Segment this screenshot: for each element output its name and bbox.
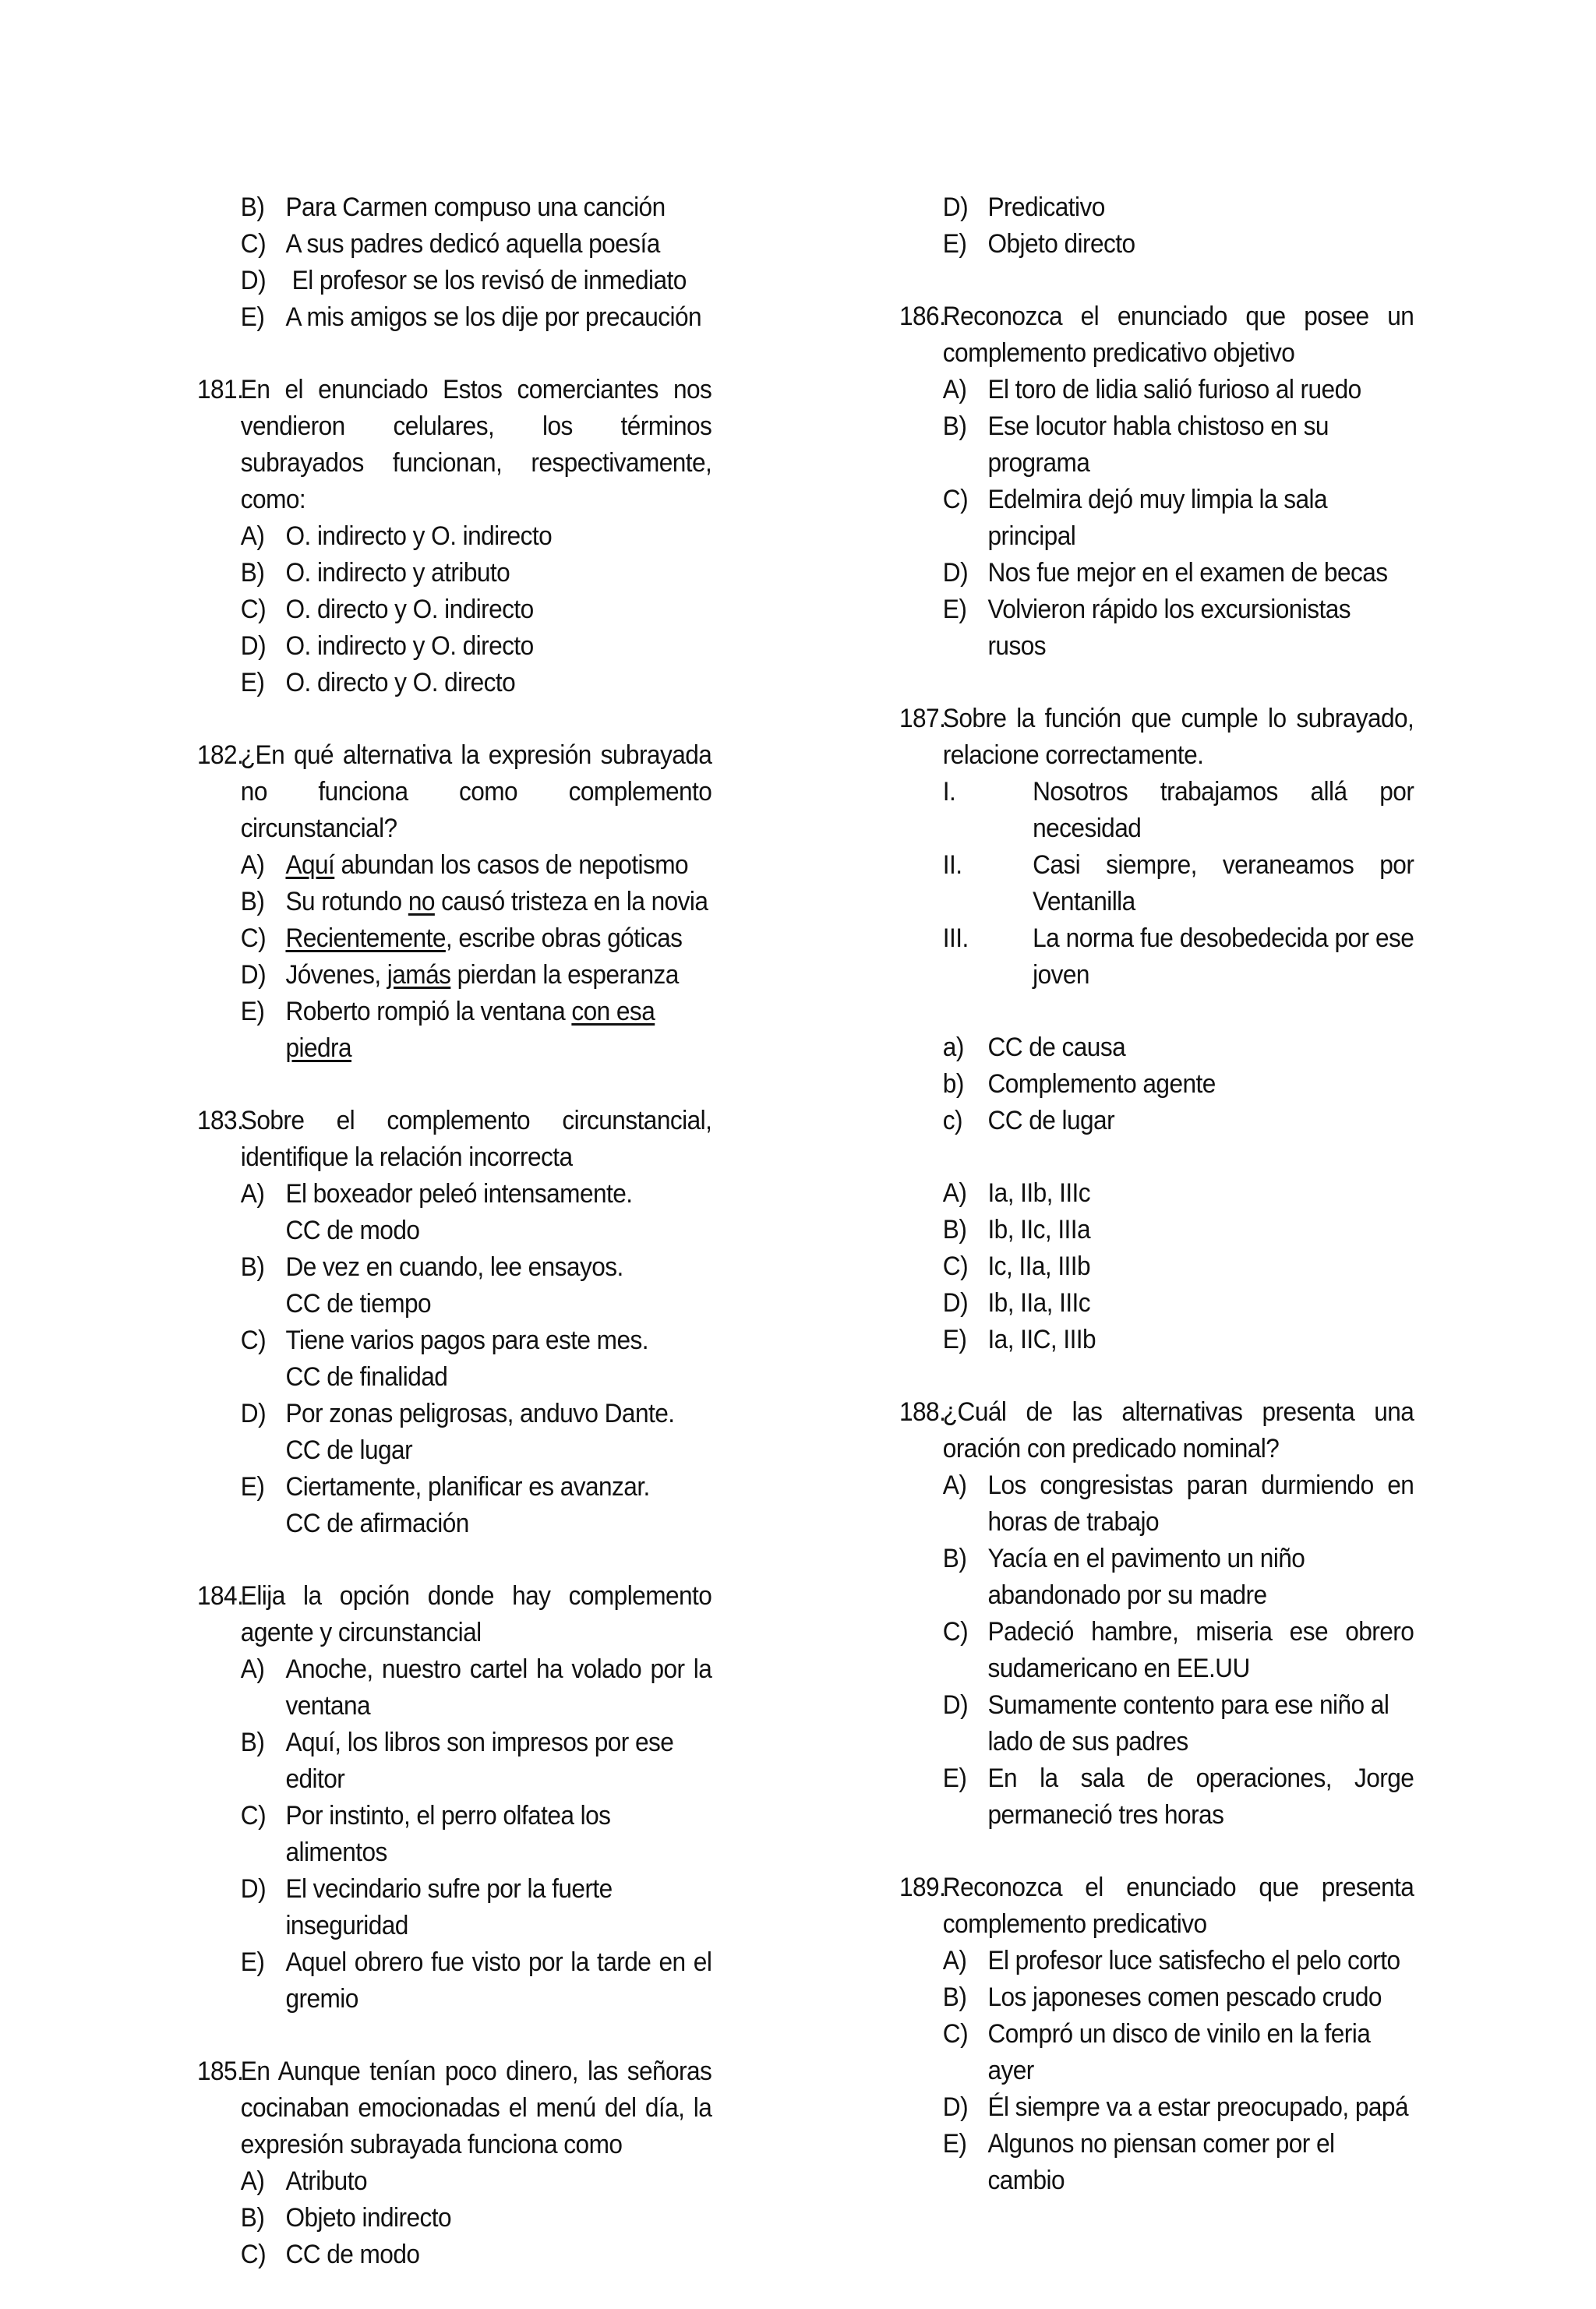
option: B) Yacía en el pavimento un niño abandonado por su madre <box>942 1544 1305 1610</box>
question-stem: 189. Reconozca el enunciado que presenta complemento predicativo <box>899 1873 1414 1939</box>
option-sub: CC de modo <box>285 1216 420 1245</box>
option: A) Atributo <box>240 2166 367 2196</box>
option: E) En la sala de operaciones, Jorge permaneció tres horas <box>942 1764 1414 1830</box>
option: D) El vecindario sufre por la fuerte inseguridad <box>240 1874 613 1940</box>
left-column <box>197 189 750 2309</box>
question-188 <box>899 1394 1453 1834</box>
option: C) CC de modo <box>240 2240 420 2269</box>
option-sub: CC de lugar <box>285 1435 413 1465</box>
option-sub: CC de afirmación <box>285 1509 469 1538</box>
option: C) Compró un disco de vinilo en la feria ayer <box>942 2019 1371 2085</box>
lettered-item: b) Complemento agente <box>942 1069 1216 1099</box>
question-stem: 184. Elija la opción donde hay complemento agente y circunstancial <box>197 1581 712 1647</box>
underlined-expression: Recientemente <box>285 923 446 953</box>
option: E) Roberto rompió la ventana con esa piedra <box>240 997 655 1063</box>
option: D) Ib, IIa, IIIc <box>942 1288 1091 1318</box>
question-181 <box>197 372 750 701</box>
option: E) Ciertamente, planificar es avanzar. <box>240 1472 650 1502</box>
carry-options-left <box>197 189 750 336</box>
option: D) Sumamente contento para ese niño al lado de sus padres <box>942 1690 1389 1756</box>
option: E) A mis amigos se los dije por precaución <box>240 302 702 332</box>
lettered-item: a) CC de causa <box>942 1033 1126 1062</box>
option: B) Objeto indirecto <box>240 2203 452 2233</box>
question-stem: 187. Sobre la función que cumple lo subrayado, relacione correctamente. <box>899 704 1414 770</box>
option: C) A sus padres dedicó aquella poesía <box>240 229 660 259</box>
right-column <box>899 189 1453 2235</box>
option: C) Recientemente, escribe obras góticas <box>240 923 683 953</box>
question-182 <box>197 737 750 1067</box>
option-sub: CC de tiempo <box>285 1289 432 1319</box>
roman-item: I. Nosotros trabajamos allá por necesidad <box>942 777 1414 843</box>
option: D) Predicativo <box>942 192 1105 222</box>
option: A) El boxeador peleó intensamente. <box>240 1179 633 1209</box>
option: D) El profesor se los revisó de inmediato <box>240 266 687 295</box>
option: B) Su rotundo no causó tristeza en la novia <box>240 887 708 916</box>
option: D) O. indirecto y O. directo <box>240 631 534 661</box>
option: E) Volvieron rápido los excursionistas rusos <box>942 595 1351 661</box>
option: B) O. indirecto y atributo <box>240 558 510 588</box>
option: B) Ib, IIc, IIIa <box>942 1215 1091 1245</box>
option: D) Por zonas peligrosas, anduvo Dante. <box>240 1399 675 1428</box>
underlined-expression: con esa piedra <box>285 997 655 1063</box>
question-189 <box>899 1869 1453 2199</box>
option: C) Padeció hambre, miseria ese obrero sudamericano en EE.UU <box>942 1617 1414 1683</box>
option: A) O. indirecto y O. indirecto <box>240 521 553 551</box>
option: B) Aquí, los libros son impresos por ese editor <box>240 1728 674 1794</box>
option: B) Ese locutor habla chistoso en su programa <box>942 411 1329 478</box>
option: C) Por instinto, el perro olfatea los alimentos <box>240 1801 611 1867</box>
option: E) Aquel obrero fue visto por la tarde en el gremio <box>240 1947 712 2014</box>
option: C) Tiene varios pagos para este mes. <box>240 1326 648 1355</box>
option: B) Para Carmen compuso una canción <box>240 192 666 222</box>
option: B) De vez en cuando, lee ensayos. <box>240 1252 623 1282</box>
option: A) Ia, IIb, IIIc <box>942 1178 1091 1208</box>
option: C) Edelmira dejó muy limpia la sala principal <box>942 485 1328 551</box>
option: A) El profesor luce satisfecho el pelo corto <box>942 1946 1400 1975</box>
option: D) Nos fue mejor en el examen de becas <box>942 558 1388 588</box>
option: A) Aquí abundan los casos de nepotismo <box>240 850 689 880</box>
option: C) O. directo y O. indirecto <box>240 595 534 624</box>
question-185 <box>197 2053 750 2273</box>
question-187 <box>899 701 1453 1358</box>
underlined-expression: no <box>408 887 435 916</box>
question-183 <box>197 1103 750 1542</box>
underlined-expression: Aquí <box>285 850 335 880</box>
option-sub: CC de finalidad <box>285 1362 448 1392</box>
option: C) Ic, IIa, IIIb <box>942 1252 1091 1281</box>
option: B) Los japoneses comen pescado crudo <box>942 1982 1382 2012</box>
option: D) Jóvenes, jamás pierdan la esperanza <box>240 960 679 990</box>
question-184 <box>197 1578 750 2018</box>
question-186 <box>899 298 1453 665</box>
question-stem: 181. En el enunciado Estos comerciantes nos vendieron celulares, los términos subrayados funcionan, respectivamente, como: <box>197 375 712 514</box>
option: E) Ia, IIC, IIIb <box>942 1325 1096 1354</box>
roman-item: II. Casi siempre, veraneamos por Ventanilla <box>942 850 1414 916</box>
option: A) El toro de lidia salió furioso al ruedo <box>942 375 1361 404</box>
underlined-expression: jamás <box>387 960 451 990</box>
question-stem: 183. Sobre el complemento circunstancial, identifique la relación incorrecta <box>197 1106 712 1172</box>
roman-item: III. La norma fue desobedecida por ese joven <box>942 923 1414 990</box>
question-stem: 186. Reconozca el enunciado que posee un complemento predicativo objetivo <box>899 302 1414 368</box>
option: D) Él siempre va a estar preocupado, papá <box>942 2092 1408 2122</box>
option: E) O. directo y O. directo <box>240 668 516 697</box>
question-stem: 185. En Aunque tenían poco dinero, las señoras cocinaban emocionadas el menú del día, la expresión subrayada funciona como <box>197 2057 712 2159</box>
question-stem: 188. ¿Cuál de las alternativas presenta una oración con predicado nominal? <box>899 1397 1414 1463</box>
option: A) Anoche, nuestro cartel ha volado por la ventana <box>240 1654 712 1721</box>
option: E) Objeto directo <box>942 229 1135 259</box>
option: E) Algunos no piensan comer por el cambio <box>942 2129 1335 2195</box>
option: A) Los congresistas paran durmiendo en horas de trabajo <box>942 1470 1414 1537</box>
carry-options-right <box>899 189 1453 263</box>
lettered-item: c) CC de lugar <box>942 1106 1115 1135</box>
question-stem: 182. ¿En qué alternativa la expresión subrayada no funciona como complemento circunstancial? <box>197 740 712 843</box>
